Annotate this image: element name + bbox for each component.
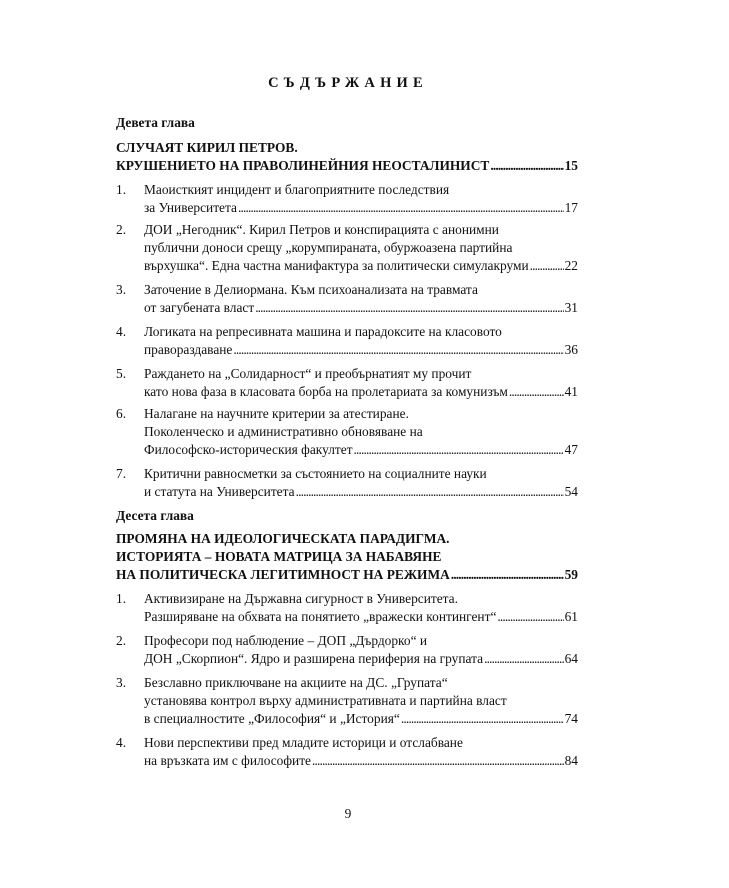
toc-entry[interactable] (116, 465, 578, 501)
entry-line: на връзката им с философите (144, 753, 312, 768)
entry-number: 3. (116, 282, 127, 297)
toc-entry[interactable] (116, 632, 578, 668)
chapter-title-line: СЛУЧАЯТ КИРИЛ ПЕТРОВ. (116, 140, 298, 155)
entry-number: 2. (116, 222, 127, 237)
dot-leader (255, 299, 563, 317)
chapter-title-line: ИСТОРИЯТА – НОВАТА МАТРИЦА ЗА НАБАВЯНЕ (116, 549, 442, 564)
entry-line: Раждането на „Солидарност“ и преобърнатият му прочит (144, 366, 472, 381)
toc-entry[interactable] (116, 221, 578, 275)
page-ref: 31 (564, 300, 578, 315)
dot-leader (238, 199, 564, 217)
entry-line: Маоисткият инцидент и благоприятните последствия (144, 182, 450, 197)
page-ref: 36 (564, 342, 578, 357)
entry-line: от загубената власт (144, 300, 255, 315)
page-ref: 84 (564, 753, 578, 768)
toc-entry[interactable] (116, 181, 578, 217)
chapter-title[interactable] (116, 530, 578, 584)
entry-number: 4. (116, 324, 127, 339)
entry-number: 7. (116, 466, 127, 481)
toc-entry[interactable] (116, 674, 578, 728)
entry-line: Критични равносметки за състоянието на социалните науки (144, 466, 487, 481)
entry-line: и статута на Университета (144, 484, 295, 499)
entry-number: 1. (116, 591, 127, 606)
dot-leader (354, 441, 564, 459)
entry-number: 6. (116, 406, 127, 421)
dot-leader (490, 157, 563, 175)
entry-line: върхушка“. Една частна манифактура за политически симулакруми (144, 258, 529, 273)
entry-number: 5. (116, 366, 127, 381)
entry-line: в специалностите „Философия“ и „История“ (144, 711, 400, 726)
toc-entry[interactable] (116, 323, 578, 359)
toc-entry[interactable] (116, 405, 578, 459)
entry-line: Безславно приключване на акциите на ДС. „Групата“ (144, 675, 448, 690)
page-ref: 17 (564, 200, 578, 215)
page-title: СЪДЪРЖАНИЕ (268, 75, 428, 91)
page-number: 9 (344, 806, 352, 821)
chapter-title[interactable] (116, 139, 578, 175)
entry-line: Заточение в Делиормана. Към психоанализата на травмата (144, 282, 478, 297)
toc-entry[interactable] (116, 281, 578, 317)
page-ref: 64 (564, 651, 578, 666)
dot-leader (401, 710, 564, 728)
chapter-title-line: НА ПОЛИТИЧЕСКА ЛЕГИТИМНОСТ НА РЕЖИМА (116, 567, 450, 582)
page-ref: 59 (564, 567, 578, 582)
page-ref: 61 (564, 609, 578, 624)
entry-line: за Университета (144, 200, 237, 215)
chapter-title-line: КРУШЕНИЕТО НА ПРАВОЛИНЕЙНИЯ НЕОСТАЛИНИСТ (116, 158, 490, 173)
toc-entry[interactable] (116, 365, 578, 401)
chapter-label: Девета глава (116, 115, 195, 130)
entry-line: Налагане на научните критерии за атестиране. (144, 406, 409, 421)
page-ref: 47 (564, 442, 578, 457)
entry-line: като нова фаза в класовата борба на пролетариата за комунизъм (144, 384, 508, 399)
dot-leader (233, 341, 563, 359)
page-ref: 54 (564, 484, 578, 499)
entry-number: 1. (116, 182, 127, 197)
dot-leader (312, 752, 564, 770)
chapter-label: Десета глава (116, 508, 194, 523)
page-ref: 22 (564, 258, 578, 273)
entry-line: Активизиране на Държавна сигурност в Университета. (144, 591, 458, 606)
entry-line: ДОН „Скорпион“. Ядро и разширена периферия на групата (144, 651, 484, 666)
page-ref: 74 (564, 711, 578, 726)
entry-line: Разширяване на обхвата на понятието „вражески контингент“ (144, 609, 497, 624)
entry-number: 2. (116, 633, 127, 648)
toc-entry[interactable] (116, 590, 578, 626)
dot-leader (484, 650, 564, 668)
page-ref: 41 (564, 384, 578, 399)
page-ref: 15 (564, 158, 578, 173)
dot-leader (497, 608, 563, 626)
toc-entry[interactable] (116, 734, 578, 770)
entry-line: установява контрол върху административната и партийна власт (144, 693, 507, 708)
entry-number: 3. (116, 675, 127, 690)
entry-line: Философско-историческия факултет (144, 442, 353, 457)
entry-line: публични доноси срещу „корумпираната, обуржоазена партийна (144, 240, 513, 255)
entry-line: Поколенческо и административно обновяване на (144, 424, 423, 439)
entry-line: Нови перспективи пред младите историци и отслабване (144, 735, 463, 750)
chapter-title-line: ПРОМЯНА НА ИДЕОЛОГИЧЕСКАТА ПАРАДИГМА. (116, 531, 450, 546)
entry-number: 4. (116, 735, 127, 750)
dot-leader (530, 257, 564, 275)
dot-leader (451, 566, 564, 584)
dot-leader (509, 383, 564, 401)
entry-line: Логиката на репресивната машина и парадоксите на класовото (144, 324, 502, 339)
entry-line: ДОИ „Негодник“. Кирил Петров и конспирацията с анонимни (144, 222, 499, 237)
dot-leader (296, 483, 564, 501)
entry-line: правораздаване (144, 342, 233, 357)
entry-line: Професори под наблюдение – ДОП „Дърдорко“ и (144, 633, 428, 648)
